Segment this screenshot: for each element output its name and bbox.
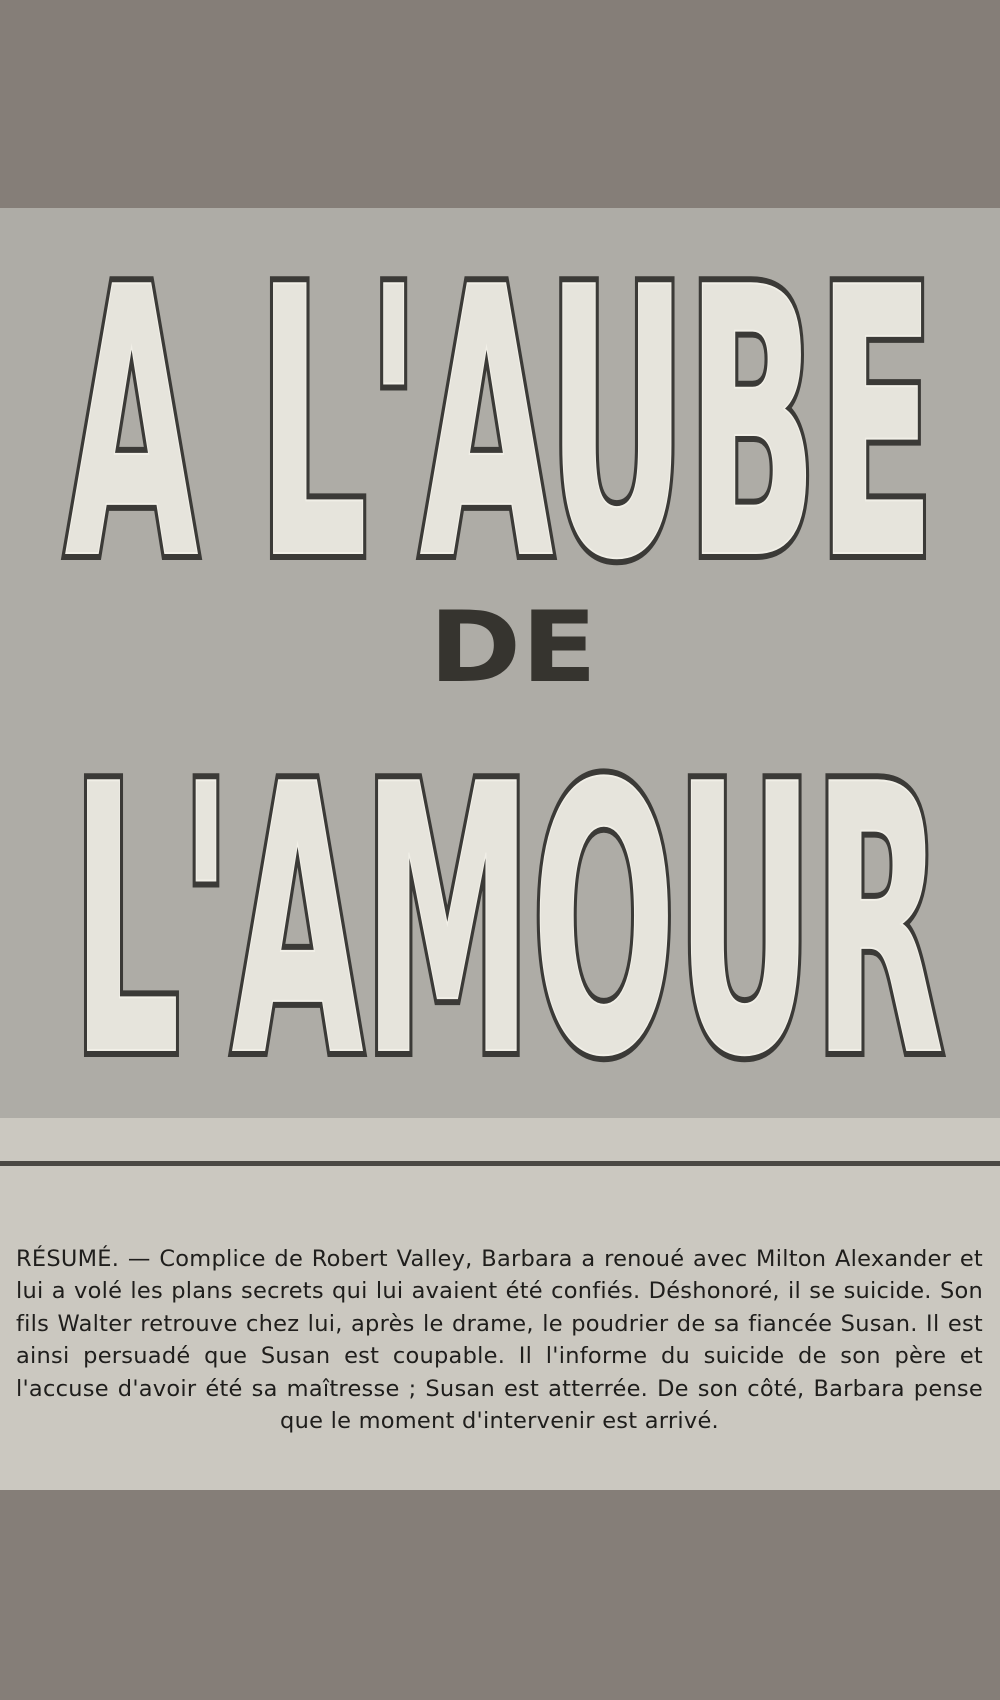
summary-text: — Complice de Robert Valley, Barbara a renoué avec Milton Alexander et lui a volé les plans secrets qui lui avaient été confiés. Déshonoré, il se suicide. Son fils Walter retrouve chez lui, après le drame, le poudrier de sa fiancée Susan. Il est ainsi persuadé que Susan est coupable. Il l'informe du suicide de son père et l'accuse d'avoir été sa maîtresse ; Susan est atterrée. De son côté, Barbara pense que le moment d'intervenir est arrivé. bbox=[16, 1245, 983, 1434]
title-line-2: DE bbox=[429, 591, 597, 705]
summary-label: RÉSUMÉ. bbox=[16, 1245, 120, 1272]
summary-paragraph bbox=[16, 1243, 983, 1438]
title-panel bbox=[0, 208, 1000, 1118]
title-line-1: A L'AUBE bbox=[65, 211, 935, 641]
title-line-3: L'AMOUR bbox=[72, 708, 944, 1118]
title-line-3-inline: L'AMOUR bbox=[72, 708, 944, 1118]
magazine-page bbox=[0, 208, 1000, 1490]
title-line-1-inline: A L'AUBE bbox=[65, 211, 935, 641]
divider-rule bbox=[0, 1161, 1000, 1166]
title-graphic bbox=[0, 208, 1000, 1118]
